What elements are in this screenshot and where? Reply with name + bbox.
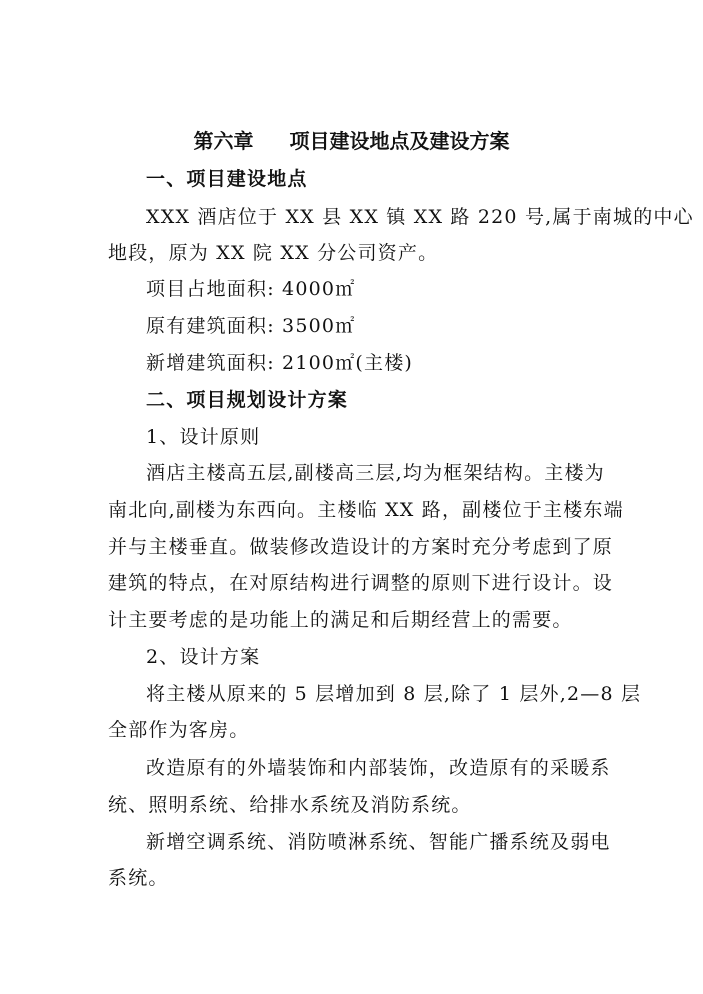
chapter-title — [0, 127, 703, 155]
plan-para-line-2: 全部作为客房。 — [108, 719, 250, 741]
plan-para-line-1: 将主楼从原来的 5 层增加到 8 层,除了 1 层外,2—8 层 — [146, 683, 642, 705]
renovation-para-line-1: 改造原有的外墙装饰和内部装饰，改造原有的采暖系 — [146, 757, 611, 779]
area-total: 项目占地面积: 4000㎡ — [146, 278, 356, 300]
chapter-number: 第六章 — [193, 129, 254, 153]
area-existing: 原有建筑面积: 3500㎡ — [146, 315, 356, 337]
design-principle-heading: 1、设计原则 — [146, 426, 261, 448]
section1-para-line-2: 地段，原为 XX 院 XX 分公司资产。 — [108, 242, 439, 264]
section2-heading: 二、项目规划设计方案 — [146, 389, 349, 411]
principle-para-line-1: 酒店主楼高五层,副楼高三层,均为框架结构。主楼为 — [146, 462, 605, 484]
new-systems-para-line-1: 新增空调系统、消防喷淋系统、智能广播系统及弱电 — [146, 831, 611, 853]
principle-para-line-5: 计主要考虑的是功能上的满足和后期经营上的需要。 — [108, 609, 573, 631]
chapter-name: 项目建设地点及建设方案 — [289, 129, 510, 153]
section1-para-line-1: XXX 酒店位于 XX 县 XX 镇 XX 路 220 号,属于南城的中心 — [146, 206, 694, 228]
section1-heading: 一、项目建设地点 — [146, 168, 308, 190]
design-plan-heading: 2、设计方案 — [146, 646, 261, 668]
principle-para-line-4: 建筑的特点，在对原结构进行调整的原则下进行设计。设 — [108, 572, 614, 594]
renovation-para-line-2: 统、照明系统、给排水系统及消防系统。 — [108, 794, 472, 816]
principle-para-line-2: 南北向,副楼为东西向。主楼临 XX 路，副楼位于主楼东端 — [108, 499, 624, 521]
area-new: 新增建筑面积: 2100㎡(主楼) — [146, 352, 414, 374]
new-systems-para-line-2: 系统。 — [108, 867, 169, 889]
principle-para-line-3: 并与主楼垂直。做装修改造设计的方案时充分考虑到了原 — [108, 536, 614, 558]
